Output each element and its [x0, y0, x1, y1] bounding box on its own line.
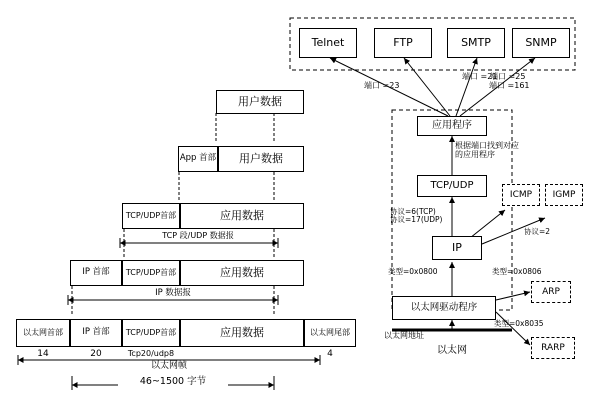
- row-ethernet-cell-2: [122, 319, 180, 347]
- cell-label: TCP/UDP首部: [125, 268, 177, 278]
- bracket-tcp-segment-label: TCP 段/UDP 数据报: [128, 232, 268, 241]
- node-ethernet: 以太网: [437, 345, 467, 356]
- cell-label: 应用数据: [220, 325, 264, 339]
- label-type-0x8035: 类型=0x8035: [494, 319, 544, 328]
- cell-label: IP 首部: [82, 267, 110, 278]
- bytes-transport-header: Tcp20/udp8: [127, 349, 175, 358]
- label-protocol-tcp-udp: 协议=6(TCP) 协议=17(UDP): [390, 207, 443, 225]
- row-ip-header-cell-1: [122, 260, 180, 286]
- app-ftp[interactable]: FTP: [374, 28, 432, 58]
- row-app-header-cell-0: [178, 146, 218, 172]
- port-label-smtp-visible: 端口 =25: [490, 72, 526, 81]
- row-tcp-header-cell-1: [180, 203, 304, 229]
- row-ethernet-cell-3: [180, 319, 304, 347]
- cell-label: 以太网尾部: [310, 328, 350, 338]
- app-telnet[interactable]: Telnet: [299, 28, 357, 58]
- port-label-telnet: 端口 =23: [364, 81, 400, 90]
- bracket-frame-size-label: 46~1500 字节: [118, 377, 228, 387]
- label-ethernet-address: 以太网地址: [384, 331, 424, 340]
- app-smtp[interactable]: SMTP: [447, 28, 505, 58]
- node-application[interactable]: 应用程序: [417, 116, 487, 136]
- cell-label: 以太网首部: [23, 328, 63, 338]
- label-type-0x0806: 类型=0x0806: [492, 267, 542, 276]
- bytes-ethernet-trailer: 4: [327, 349, 333, 359]
- port-label-snmp: 端口 =161: [489, 81, 530, 90]
- node-icmp[interactable]: ICMP: [502, 184, 540, 206]
- cell-label: 应用数据: [220, 265, 264, 279]
- row-tcp-header-cell-0: [122, 203, 180, 229]
- cell-label: App 首部: [179, 153, 217, 164]
- bracket-ip-datagram-label: IP 数据报: [118, 289, 228, 298]
- cell-label: 用户数据: [238, 94, 282, 108]
- node-arp[interactable]: ARP: [531, 281, 571, 303]
- node-ethernet-driver[interactable]: 以太网驱动程序: [392, 296, 496, 320]
- row-user-data-cell-0: [216, 90, 304, 114]
- row-ethernet-cell-0: [16, 319, 70, 347]
- bracket-ethernet-frame-label: 以太网帧: [114, 362, 224, 372]
- label-type-0x0800-left: 类型=0x0800: [388, 267, 438, 276]
- row-ip-header-cell-2: [180, 260, 304, 286]
- cell-label: 应用数据: [220, 208, 264, 222]
- row-ethernet-cell-4: [304, 319, 356, 347]
- cell-label: TCP/UDP首部: [125, 211, 177, 221]
- row-ethernet-cell-1: [70, 319, 122, 347]
- node-transport[interactable]: TCP/UDP: [417, 175, 487, 197]
- node-ip[interactable]: IP: [432, 236, 482, 260]
- app-snmp[interactable]: SNMP: [512, 28, 570, 58]
- label-demux-by-port: 根据端口找到对应 的应用程序: [455, 141, 519, 159]
- node-rarp[interactable]: RARP: [531, 337, 575, 359]
- cell-label: TCP/UDP首部: [125, 328, 177, 338]
- cell-label: IP 首部: [82, 327, 110, 338]
- row-ip-header-cell-0: [70, 260, 122, 286]
- row-app-header-cell-1: [218, 146, 304, 172]
- port-label-ftp: 端口 =21: [462, 72, 498, 81]
- node-igmp[interactable]: IGMP: [545, 184, 583, 206]
- bytes-ip-header: 20: [90, 349, 102, 359]
- bytes-ethernet-header: 14: [37, 349, 49, 359]
- cell-label: 用户数据: [239, 151, 283, 165]
- label-protocol-2: 协议=2: [524, 227, 551, 236]
